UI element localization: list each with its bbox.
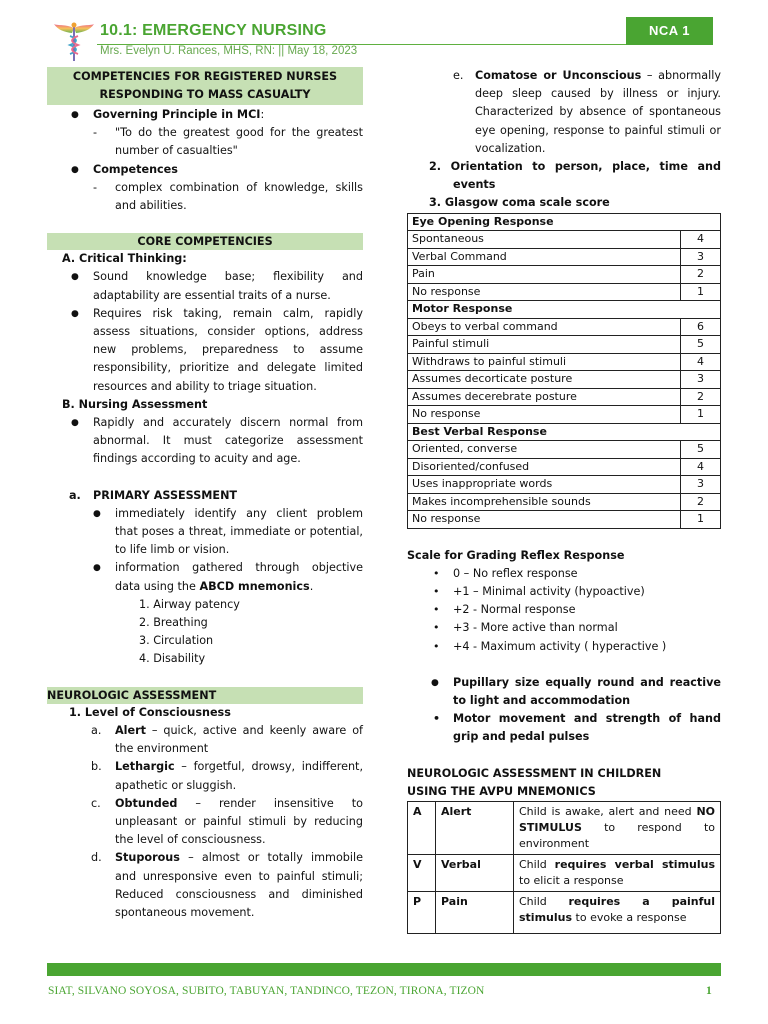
- loc-desc: – abnormally deep sleep caused by illness or injury. Characterized by absence of spontaneous eye opening, response to painful stimuli or vocalization.: [475, 69, 721, 155]
- gcs-score: 5: [681, 336, 721, 354]
- reflex-heading: Scale for Grading Reflex Response: [407, 548, 625, 562]
- gcs-score: 1: [681, 406, 721, 424]
- loc-item: [91, 849, 363, 922]
- gcs-row: [408, 511, 721, 529]
- avpu-desc-emphasis: requires a painful stimulus: [519, 895, 715, 925]
- gcs-response-label: Oriented, converse: [408, 441, 681, 459]
- gcs-response-label: Spontaneous: [408, 231, 681, 249]
- avpu-row: [408, 855, 721, 892]
- abcd-item: 1. Airway patency: [139, 597, 240, 611]
- glasgow-coma-scale-table: [407, 213, 721, 529]
- competences-item: ● Competences: [93, 161, 363, 179]
- children-heading-line1: NEUROLOGIC ASSESSMENT IN CHILDREN: [407, 766, 662, 780]
- avpu-letter: V: [408, 855, 436, 892]
- loc-desc: – forgetful, drowsy, indifferent, apathetic or sluggish.: [115, 760, 363, 792]
- gcs-response-label: No response: [408, 406, 681, 424]
- competencies-heading-line2: RESPONDING TO MASS CASUALTY: [99, 88, 311, 101]
- avpu-letter: P: [408, 892, 436, 934]
- loc-item: [91, 722, 363, 758]
- loc-term: Alert: [115, 723, 146, 737]
- gcs-section-row: [408, 213, 721, 231]
- gcs-section-header: Best Verbal Response: [408, 423, 721, 441]
- gcs-row: [408, 353, 721, 371]
- loc-item: [91, 758, 363, 794]
- gcs-score: 1: [681, 283, 721, 301]
- avpu-desc-emphasis: requires verbal stimulus: [554, 858, 716, 872]
- avpu-description: [514, 892, 721, 934]
- critical-item: ● Requires risk taking, remain calm, rapidly assess situations, consider options, address new problems, preparedness to assume responsibility, prioritize and delegate limited resources and ability to triage situation.: [93, 305, 363, 396]
- governing-principle-label: Governing Principle in MCI: [93, 108, 261, 121]
- gcs-row: [408, 458, 721, 476]
- governing-principle-item: [93, 106, 363, 124]
- children-heading-line2: USING THE AVPU MNEMONICS: [407, 784, 596, 798]
- gcs-response-label: Painful stimuli: [408, 336, 681, 354]
- gcs-response-label: No response: [408, 511, 681, 529]
- gcs-row: [408, 406, 721, 424]
- gcs-response-label: No response: [408, 283, 681, 301]
- loc-letter: c.: [91, 796, 101, 810]
- loc-item-comatose: [453, 67, 721, 158]
- abcd-item: 3. Circulation: [139, 634, 214, 648]
- critical-item: ● Sound knowledge base; flexibility and adaptability are essential traits of a nurse.: [93, 268, 363, 304]
- gcs-response-label: Disoriented/confused: [408, 458, 681, 476]
- gcs-row: [408, 283, 721, 301]
- avpu-desc-emphasis: NO STIMULUS: [519, 805, 715, 835]
- abcd-list: [139, 596, 363, 669]
- reflex-item: • +4 - Maximum activity ( hyperactive ): [453, 638, 721, 656]
- avpu-word: Alert: [436, 802, 514, 855]
- page-number: 1: [706, 985, 712, 997]
- reflex-item: • +1 – Minimal activity (hypoactive): [453, 583, 721, 601]
- gcs-score: 6: [681, 318, 721, 336]
- nursing-assessment-item: ● Rapidly and accurately discern normal from abnormal. It must categorize assessment findings according to acuity and age.: [93, 414, 363, 469]
- primary-label-text: PRIMARY ASSESSMENT: [93, 488, 238, 502]
- primary-letter: a.: [69, 488, 81, 502]
- gcs-row: [408, 371, 721, 389]
- loc-term: Comatose or Unconscious: [475, 69, 642, 82]
- competencies-heading-line1: COMPETENCIES FOR REGISTERED NURSES: [72, 70, 338, 83]
- avpu-description: [514, 802, 721, 855]
- loc-letter: d.: [91, 851, 102, 865]
- governing-principle-colon: :: [260, 108, 265, 121]
- footer-authors: SIAT, SILVANO SOYOSA, SUBITO, TABUYAN, TANDINCO, TEZON, TIRONA, TIZON: [48, 985, 485, 997]
- loc-desc: – almost or totally immobile and unresponsive even to painful stimuli; Reduced consciousness and diminished spontaneous movement.: [115, 851, 363, 919]
- avpu-word: Pain: [436, 892, 514, 934]
- avpu-desc-text: Child: [519, 858, 555, 872]
- avpu-desc-end: to respond to environment: [519, 821, 715, 851]
- primary-item2-text: information gathered through objective data using the: [115, 561, 363, 593]
- gcs-row: [408, 441, 721, 459]
- gcs-score: 2: [681, 388, 721, 406]
- reflex-item: • +3 - More active than normal: [453, 619, 721, 637]
- gcs-score: 3: [681, 371, 721, 389]
- orientation-item: 2. Orientation to person, place, time and events: [429, 160, 721, 192]
- gcs-response-label: Obeys to verbal command: [408, 318, 681, 336]
- abcd-mnemonic-term: ABCD mnemonics: [199, 579, 310, 593]
- avpu-desc-text: Child: [519, 895, 569, 909]
- gcs-score: 1: [681, 511, 721, 529]
- children-heading: [407, 765, 721, 801]
- loc-term: Obtunded: [115, 796, 178, 810]
- avpu-desc-text: Child is awake, alert and need: [519, 805, 697, 819]
- avpu-word: Verbal: [436, 855, 514, 892]
- competences-text: - complex combination of knowledge, skills and abilities.: [115, 179, 363, 215]
- gcs-row: [408, 476, 721, 494]
- reflex-item: • +2 - Normal response: [453, 601, 721, 619]
- document-title: 10.1: EMERGENCY NURSING: [100, 22, 327, 39]
- course-badge: NCA 1: [626, 17, 713, 45]
- competencies-heading: [47, 67, 363, 105]
- avpu-letter: A: [408, 802, 436, 855]
- gcs-response-label: Assumes decorticate posture: [408, 371, 681, 389]
- governing-principle-quote: - "To do the greatest good for the greatest number of casualties": [115, 124, 363, 160]
- avpu-desc-end: to elicit a response: [519, 874, 624, 888]
- loc-letter: b.: [91, 760, 102, 774]
- loc-letter: e.: [453, 69, 464, 82]
- gcs-response-label: Makes incomprehensible sounds: [408, 493, 681, 511]
- abcd-item: 4. Disability: [139, 652, 206, 666]
- loc-list: [47, 722, 363, 922]
- gcs-row: [408, 318, 721, 336]
- reflex-list: [453, 565, 721, 656]
- gcs-score: 4: [681, 458, 721, 476]
- avpu-row: [408, 892, 721, 934]
- loc-letter: a.: [91, 723, 102, 737]
- document-subtitle: Mrs. Evelyn U. Rances, MHS, RN: || May 18, 2023: [100, 45, 358, 57]
- loc-item: [91, 795, 363, 850]
- reflex-item: • 0 – No reflex response: [453, 565, 721, 583]
- gcs-response-label: Verbal Command: [408, 248, 681, 266]
- loc-desc: – render insensitive to unpleasant or painful stimuli by reducing the level of consciousness.: [115, 796, 363, 847]
- gcs-row: [408, 231, 721, 249]
- gcs-section-header: Motor Response: [408, 301, 721, 319]
- level-of-consciousness-label: 1. Level of Consciousness: [69, 705, 231, 719]
- glasgow-item: 3. Glasgow coma scale score: [429, 196, 610, 210]
- primary-item: ● immediately identify any client problem that poses a threat, immediate or potential, to life limb or vision.: [115, 505, 363, 560]
- gcs-score: 4: [681, 353, 721, 371]
- gcs-response-label: Pain: [408, 266, 681, 284]
- nursing-assessment-label: B. Nursing Assessment: [62, 397, 208, 411]
- primary-item: [115, 559, 363, 595]
- gcs-row: [408, 266, 721, 284]
- gcs-score: 2: [681, 493, 721, 511]
- gcs-score: 3: [681, 248, 721, 266]
- gcs-row: [408, 248, 721, 266]
- caduceus-logo-icon: [52, 20, 96, 64]
- abcd-item: 2. Breathing: [139, 616, 208, 630]
- gcs-row: [408, 493, 721, 511]
- gcs-score: 4: [681, 231, 721, 249]
- loc-term: Stuporous: [115, 851, 180, 865]
- avpu-description: [514, 855, 721, 892]
- loc-desc: – quick, active and keenly aware of the environment: [115, 723, 363, 756]
- gcs-score: 2: [681, 266, 721, 284]
- neurologic-assessment-heading: NEUROLOGIC ASSESSMENT: [47, 687, 363, 704]
- gcs-response-label: Withdraws to painful stimuli: [408, 353, 681, 371]
- right-column: [407, 67, 721, 934]
- gcs-section-row: [408, 301, 721, 319]
- gcs-score: 5: [681, 441, 721, 459]
- gcs-section-header: Eye Opening Response: [408, 213, 721, 231]
- gcs-row: [408, 388, 721, 406]
- motor-item: • Motor movement and strength of hand grip and pedal pulses: [453, 710, 721, 746]
- avpu-desc-end: to evoke a response: [572, 911, 687, 925]
- gcs-response-label: Uses inappropriate words: [408, 476, 681, 494]
- avpu-table: [407, 801, 721, 934]
- footer-bar: [47, 963, 721, 976]
- pupillary-item: ● Pupillary size equally round and reactive to light and accommodation: [453, 674, 721, 710]
- critical-thinking-label: A. Critical Thinking:: [62, 252, 187, 266]
- primary-assessment-label: [69, 487, 363, 505]
- left-column: [47, 67, 363, 922]
- gcs-section-row: [408, 423, 721, 441]
- loc-term: Lethargic: [115, 760, 175, 774]
- gcs-response-label: Assumes decerebrate posture: [408, 388, 681, 406]
- gcs-row: [408, 336, 721, 354]
- primary-item2-end: .: [309, 579, 314, 593]
- core-competencies-heading: CORE COMPETENCIES: [47, 233, 363, 250]
- avpu-row: [408, 802, 721, 855]
- gcs-score: 3: [681, 476, 721, 494]
